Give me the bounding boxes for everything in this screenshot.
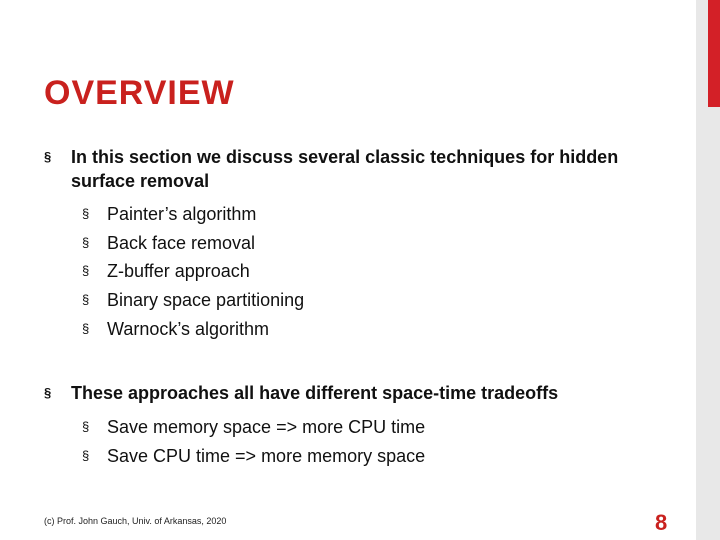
sub-bullet-text: Warnock’s algorithm <box>107 319 270 339</box>
bullet-icon: § <box>82 419 90 434</box>
bullet-icon: § <box>44 385 52 400</box>
bullet-icon: § <box>82 448 90 463</box>
side-bar-grey-lower <box>708 107 720 540</box>
side-bar-accent <box>708 0 720 107</box>
sub-bullet-text: Binary space partitioning <box>107 290 305 310</box>
bullet-icon: § <box>82 292 90 307</box>
sub-bullet-text: Save memory space => more CPU time <box>107 417 426 437</box>
bullet-icon: § <box>82 321 90 336</box>
bullet-icon: § <box>82 263 90 278</box>
bullet-text: In this section we discuss several classic techniques for hidden surface removal <box>71 147 619 191</box>
sub-bullet-text: Z-buffer approach <box>107 261 250 281</box>
bullet-icon: § <box>44 149 52 164</box>
page-number: 8 <box>655 510 668 535</box>
bullet-icon: § <box>82 206 90 221</box>
bullet-icon: § <box>82 235 90 250</box>
side-bar-grey <box>696 0 708 540</box>
sub-bullet-text: Save CPU time => more memory space <box>107 446 426 466</box>
footer-copyright: (c) Prof. John Gauch, Univ. of Arkansas, 2020 <box>44 516 227 526</box>
bullet-text: These approaches all have different space-time tradeoffs <box>71 383 559 403</box>
sub-bullet-text: Back face removal <box>107 233 256 253</box>
slide-title: OVERVIEW <box>44 74 235 112</box>
sub-bullet-text: Painter’s algorithm <box>107 204 257 224</box>
